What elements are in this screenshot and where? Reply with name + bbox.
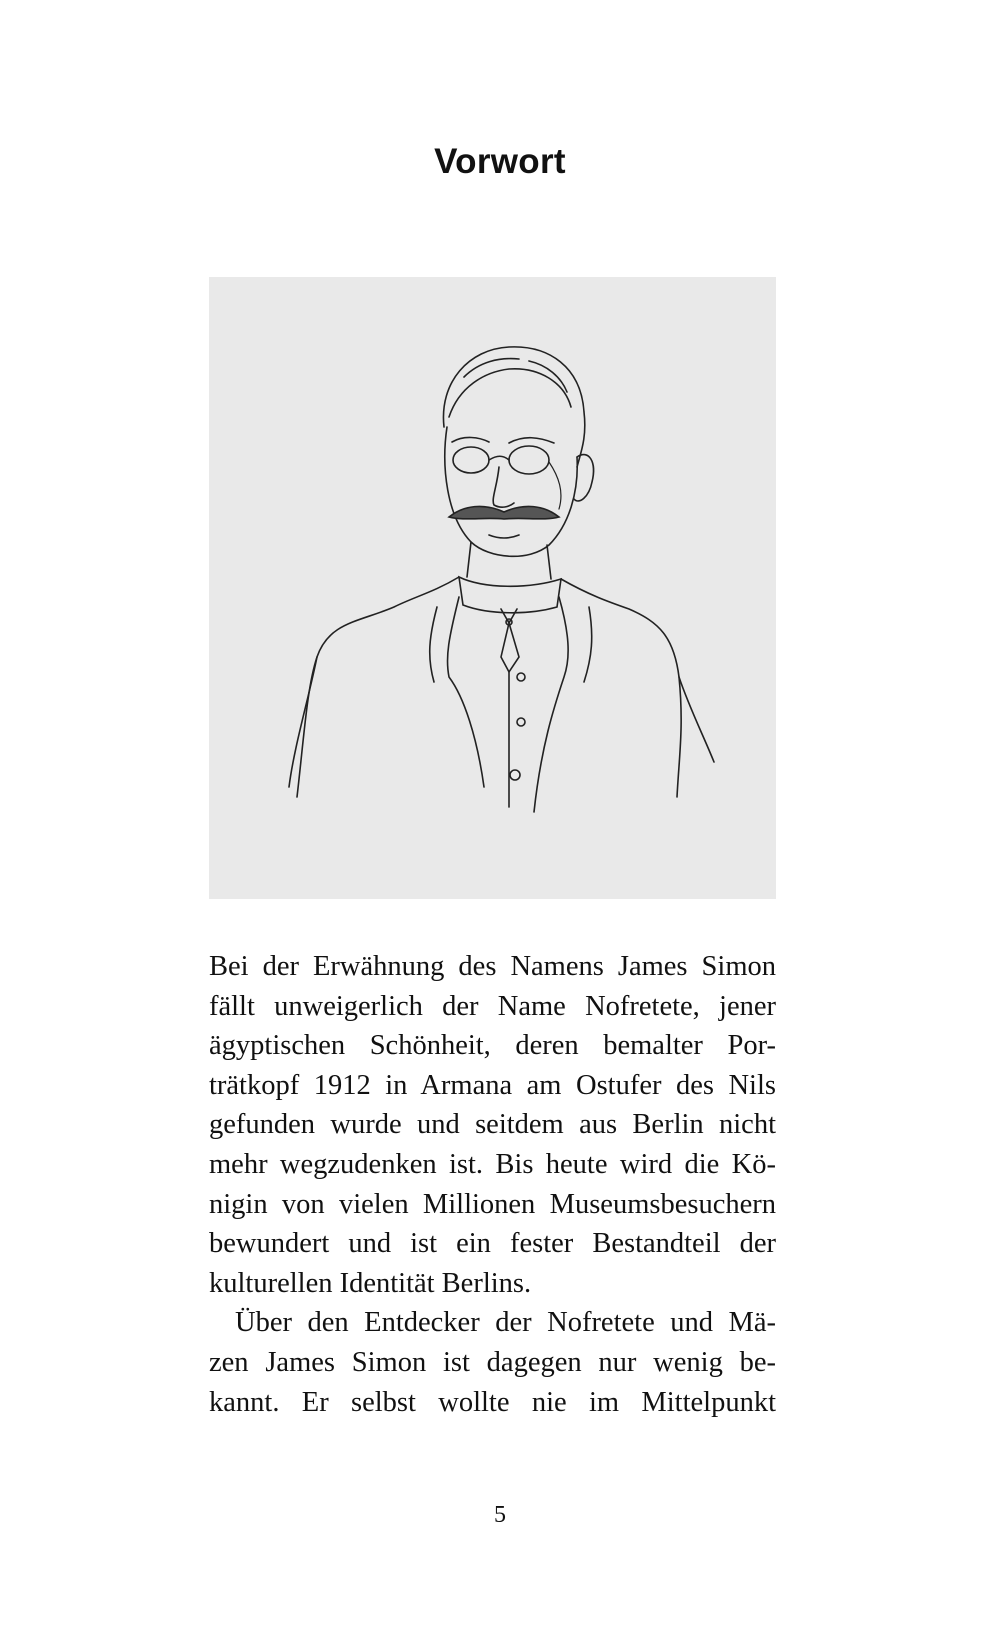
text-line: kannt. Er selbst wollte nie im Mittelpunkt (209, 1386, 776, 1418)
page-title: Vorwort (434, 142, 566, 181)
text-line: mehr wegzudenken ist. Bis heute wird die Kö- (209, 1148, 776, 1180)
text-line: zen James Simon ist dagegen nur wenig be- (209, 1346, 776, 1378)
text-line: ägyptischen Schönheit, deren bemalter Por- (209, 1030, 776, 1062)
text-line: nigin von vielen Millionen Museumsbesuchern (209, 1188, 776, 1220)
text-line: fällt unweigerlich der Name Nofretete, jener (209, 990, 776, 1022)
page-number: 5 (494, 1502, 506, 1528)
body-text (209, 947, 776, 1422)
text-line: kulturellen Identität Berlins. (209, 1267, 532, 1299)
text-line: Über den Entdecker der Nofretete und Mä- (235, 1307, 776, 1339)
text-line: bewundert und ist ein fester Bestandteil der (209, 1228, 776, 1260)
text-line: trätkopf 1912 in Armana am Ostufer des Nils (209, 1069, 776, 1101)
text-line: gefunden wurde und seitdem aus Berlin nicht (209, 1109, 776, 1141)
paragraph-2 (209, 1303, 776, 1422)
paragraph-1 (209, 947, 776, 1303)
text-line: Bei der Erwähnung des Namens James Simon (209, 951, 776, 982)
portrait-illustration (209, 277, 776, 899)
